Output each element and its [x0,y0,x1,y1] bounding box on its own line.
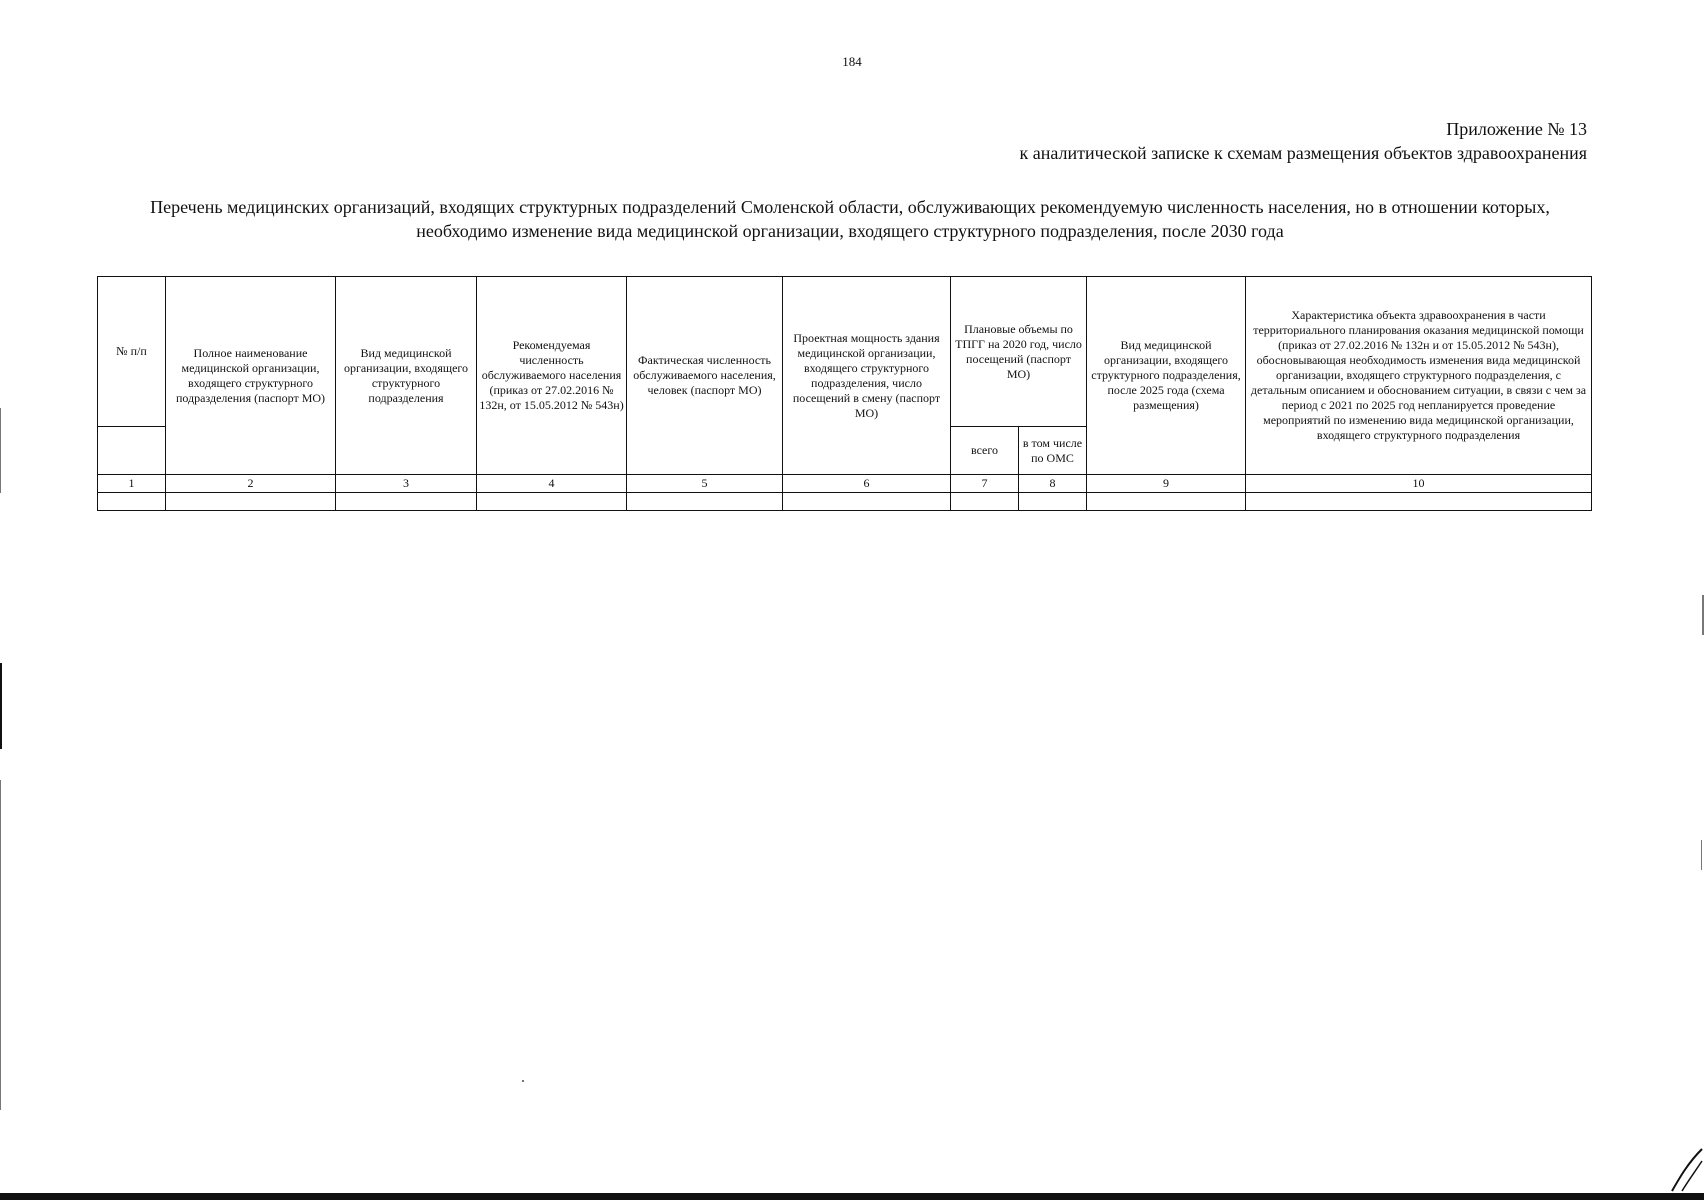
appendix-header [1020,117,1587,165]
header-col-1-empty [98,427,166,475]
header-col-10: Характеристика объекта здравоохранения в части территориального планирования оказания медицинской помощи (приказ от 27.02.2016 № 132н и от 15.05.2012 № 543н), обосновывающая необходимость изменения вида медицинской организации, входящего структурного подразделения, с детальным описанием и обоснованием ситуации, в связи с чем за период с 2021 по 2025 год непланируется проведение мероприятий по изменению вида медицинской организации, входящего структурного подразделения [1246,277,1592,475]
empty-cell [1246,493,1592,511]
header-col-8: в том числе по ОМС [1019,427,1087,475]
empty-cell [1087,493,1246,511]
appendix-subtitle: к аналитической записке к схемам размещения объектов здравоохранения [1019,143,1587,163]
document-title [100,195,1600,243]
header-col-3: Вид медицинской организации, входящего структурного подразделения [336,277,477,475]
column-number: 6 [783,475,951,493]
empty-cell [477,493,627,511]
scan-left-edge-mark [0,408,1,493]
column-number: 4 [477,475,627,493]
column-number-row [98,475,1592,493]
header-col-9: Вид медицинской организации, входящего структурного подразделения, после 2025 года (схема размещения) [1087,277,1246,475]
corner-pen-stroke [1670,1147,1704,1193]
header-col-5: Фактическая численность обслуживаемого населения, человек (паспорт МО) [627,277,783,475]
document-title-line-2: необходимо изменение вида медицинской организации, входящего структурного подразделения, после 2030 года [416,221,1284,241]
column-number: 3 [336,475,477,493]
empty-cell [336,493,477,511]
scan-bottom-edge [0,1193,1704,1200]
header-col-7: всего [951,427,1019,475]
header-col-6: Проектная мощность здания медицинской организации, входящего структурного подразделения, число посещений в смену (паспорт МО) [783,277,951,475]
empty-cell [98,493,166,511]
header-col-4: Рекомендуемая численность обслуживаемого населения (приказ от 27.02.2016 № 132н, от 15.05.2012 № 543н) [477,277,627,475]
empty-cell [627,493,783,511]
header-col-1: № п/п [98,277,166,427]
scan-right-edge-mark [1701,840,1702,870]
column-number: 5 [627,475,783,493]
column-number: 10 [1246,475,1592,493]
scan-dot [522,1080,524,1082]
appendix-number: Приложение № 13 [1446,119,1587,139]
empty-cell [166,493,336,511]
empty-cell [951,493,1019,511]
column-number: 9 [1087,475,1246,493]
column-number: 8 [1019,475,1087,493]
empty-cell [1019,493,1087,511]
header-col-2: Полное наименование медицинской организации, входящего структурного подразделения (паспорт МО) [166,277,336,475]
scan-left-edge-mark [0,780,1,1110]
scan-left-edge-mark [0,663,2,749]
header-col-7-8-group: Плановые объемы по ТПГГ на 2020 год, число посещений (паспорт МО) [951,277,1087,427]
document-title-line-1: Перечень медицинских организаций, входящих структурных подразделений Смоленской области, обслуживающих рекомендуемую численность населения, но в отношении которых, [150,197,1550,217]
organizations-table [97,276,1592,511]
column-number: 2 [166,475,336,493]
empty-data-row [98,493,1592,511]
page-number: 184 [842,54,862,69]
table-header-row [98,277,1592,427]
empty-cell [783,493,951,511]
column-number: 1 [98,475,166,493]
column-number: 7 [951,475,1019,493]
